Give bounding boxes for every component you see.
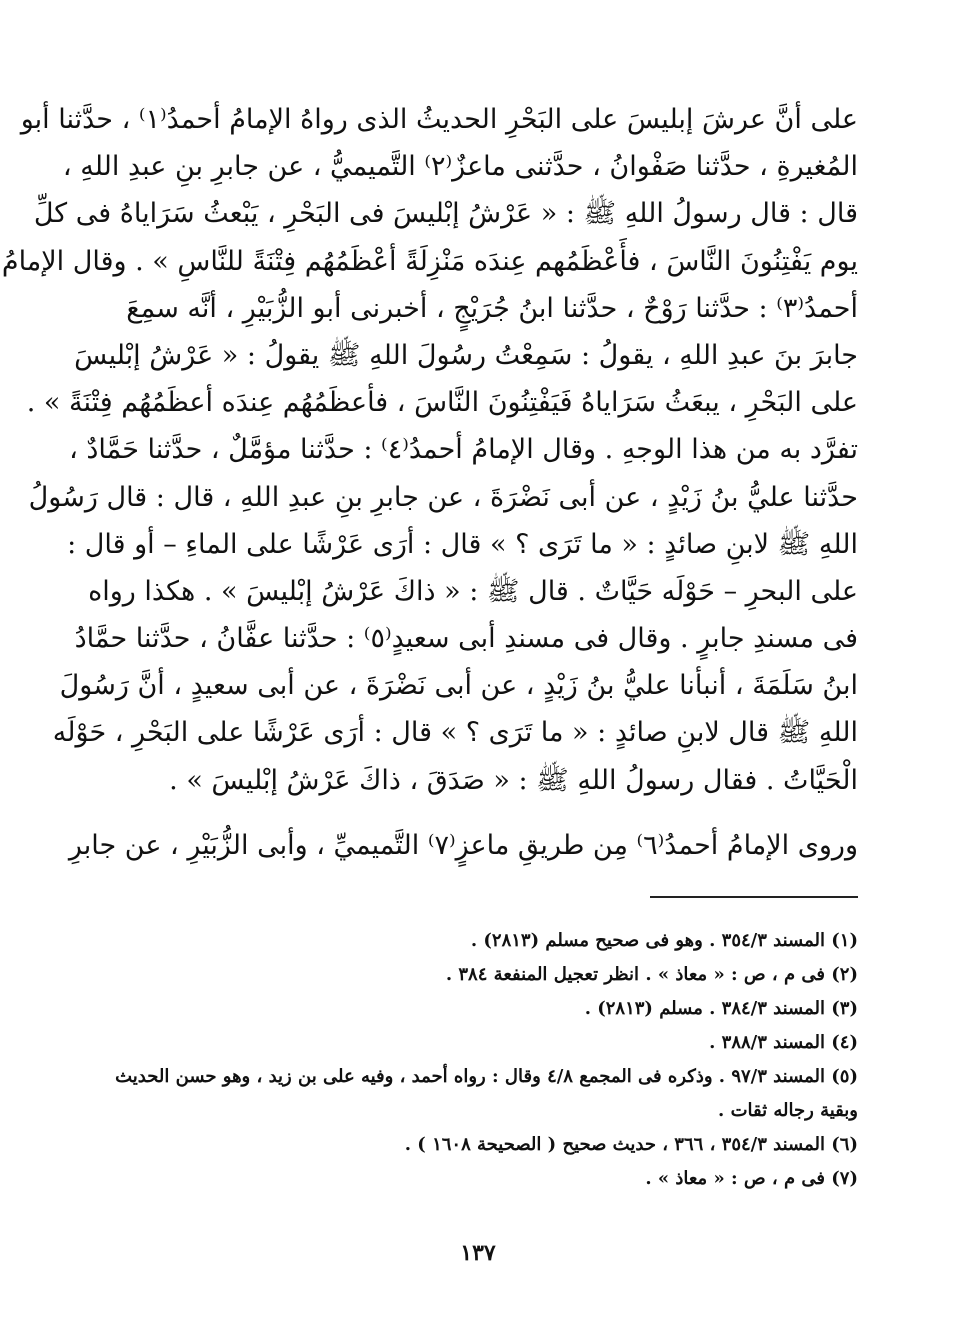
text-line: فى مسندِ جابرٍ . وقال فى مسندِ أبى سعيدٍ⁽٥⁾ : حدَّثنا عفَّانُ ، حدَّثنا حمَّادُ [74,623,858,655]
footnote-5-continuation: وبقية رجاله ثقات . [718,1100,858,1121]
text-line: قال : قال رسولُ اللهِ ﷺ : « عَرْشُ إبْليسَ فى البَحْرِ ، يَبْعثُ سَرَاياهُ فى كلِّ [33,198,858,230]
footnote-3: (٣) المسند ٣٨٤/٣ . مسلم (٢٨١٣) . [584,998,858,1019]
footnote-divider [650,896,858,898]
footnote-5: (٥) المسند ٩٧/٣ . وذكره فى المجمع ٤/٨ وقال : رواه أحمد ، وفيه على بن زيد ، وهو حسن الحديث [115,1066,858,1087]
text-line: اللهِ ﷺ لابنِ صائدٍ : « ما تَرَى ؟ » قال : أرَى عَرْشًا على الماءِ – أو قال : [67,528,858,560]
text-line: وروى الإمامُ أحمدُ⁽٦⁾ مِن طريقِ ماعزٍ⁽٧⁾ التَّميميِّ ، وأبى الزُّبَيْرِ ، عن جابرِ [68,829,858,861]
page-number: ١٣٧ [460,1240,496,1266]
text-line: الْحَيَّاتُ . فقال رسولُ اللهِ ﷺ : « صَدَقَ ، ذاكَ عَرْشُ إبْليسَ » . [169,764,858,796]
text-line: ابنُ سَلَمَةَ ، أنبأنا عليُّ بنُ زَيْدٍ ، عن أبى نَضْرَةَ ، عن أبى سعيدٍ ، أنَّ رَسُولَ [59,670,858,702]
footnote-2: (٢) فى م ، ص : « معاذ » . انظر تعجيل المنفعة ٣٨٤ . [445,964,858,985]
text-line: اللهِ ﷺ قال لابنِ صائدٍ : « ما تَرَى ؟ » قال : أرَى عَرْشًا على البَحْرِ ، حَوْلَه [52,717,858,749]
text-line: على البحرِ – حَوْلَه حَيَّاتٌ . قال ﷺ : « ذاكَ عَرْشُ إبْليسَ » . هكذا رواه [88,575,858,607]
text-line: أحمدُ⁽٣⁾ : حدَّثنا رَوْحٌ ، حدَّثنا ابنُ جُرَيْجٍ ، أخبرنى أبو الزُّبَيْرِ ، أنَّه سمِعَ [126,292,858,324]
text-line: المُغيرةِ ، حدَّثنا صَفْوانُ ، حدَّثنى ماعزٌ⁽٢⁾ التَّميميُّ ، عن جابرِ بنِ عبدِ اللهِ ، [62,151,858,183]
footnotes-block [115,924,858,1196]
footnote-1: (١) المسند ٣٥٤/٣ . وهو فى صحيح مسلم (٢٨١٣) . [470,930,858,951]
footnote-7: (٧) فى م ، ص : « معاذ » . [645,1168,858,1189]
text-line: يوم يَفْتِنُونَ النَّاسَ ، فأَعْظَمُهم عِندَه مَنْزِلَةً أعْظَمُهُم فِتْنَةً للنَّاسِ » . وقال الإمامُ [1,245,858,277]
footnote-4: (٤) المسند ٣٨٨/٣ . [709,1032,858,1053]
text-line: حدَّثنا عليُّ بنُ زَيْدٍ ، عن أبى نَضْرَةَ ، عن جابرِ بنِ عبدِ اللهِ ، قال : قال رَسُولُ [28,481,858,513]
text-line: على أنَّ عرشَ إبليسَ على البَحْرِ الحديثُ الذى رواهُ الإمامُ أحمدُ⁽١⁾ ، حدَّثنا أبو [20,104,858,135]
text-line: على البَحْرِ ، يبعَثُ سَرَاياهُ فَيَفْتِنُونَ النَّاسَ ، فأعظَمُهُم عِندَه أعظَمُهُم فِتْنَةً » . [26,387,858,419]
text-line: تفرَّد به من هذا الوجهِ . وقال الإمامُ أحمدُ⁽٤⁾ : حدَّثنا مؤمَّلٌ ، حدَّثنا حَمَّادٌ ، [69,434,858,466]
paragraph-gap [134,804,858,822]
footnote-6: (٦) المسند ٣٥٤/٣ ، ٣٦٦ ، حديث صحيح ( الصحيحة ١٦٠٨ ) . [404,1134,858,1155]
main-text-block [1,96,858,869]
text-line: جابرَ بنَ عبدِ اللهِ ، يقولُ : سَمِعْتُ رسُولَ اللهِ ﷺ يقولُ : « عَرْشُ إبْليسَ [74,339,858,371]
